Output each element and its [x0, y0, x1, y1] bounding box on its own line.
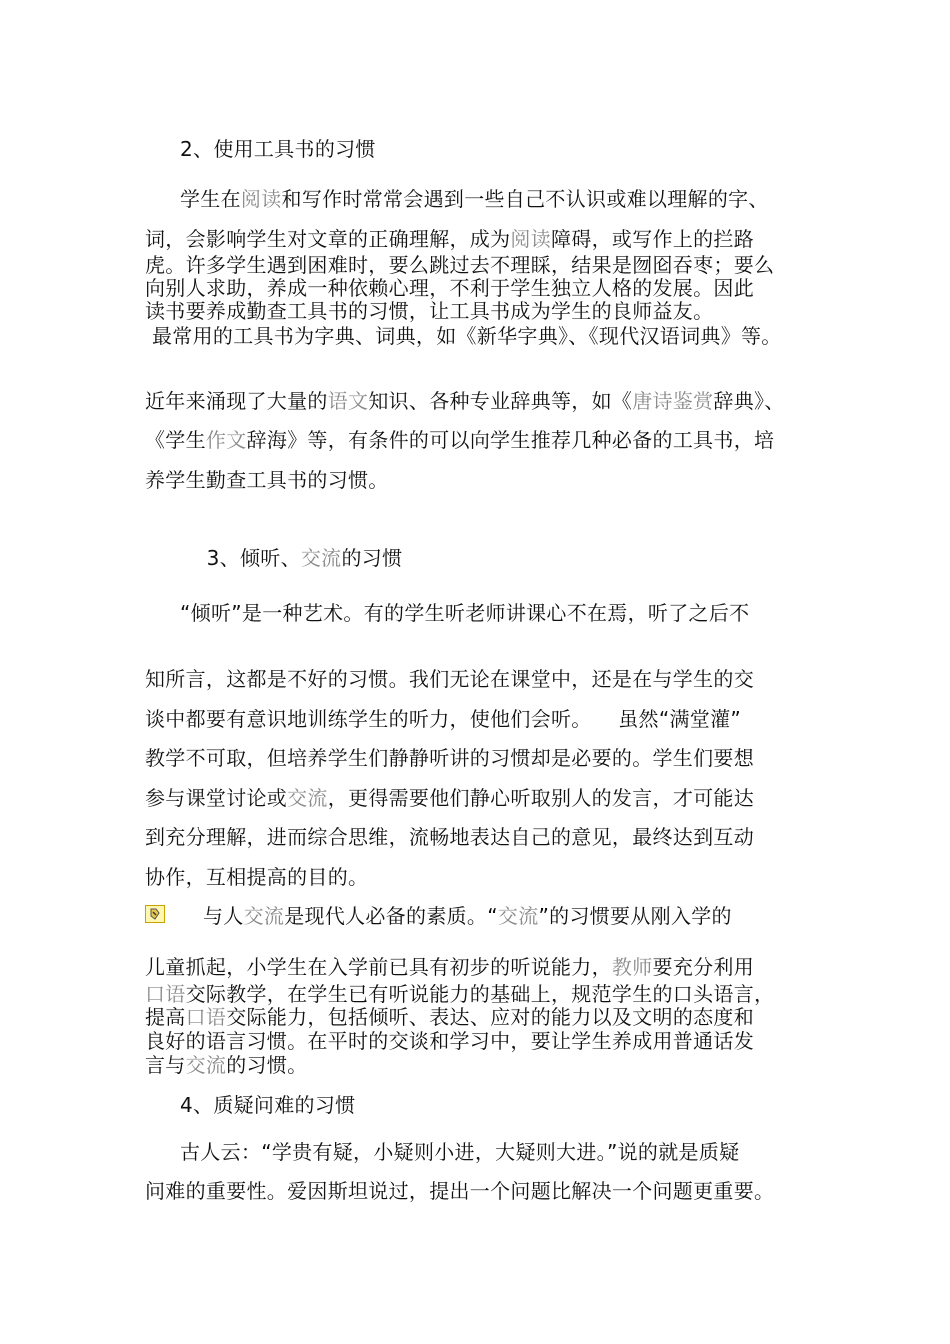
section3-line	[145, 746, 754, 770]
hyperlink[interactable]: 作文	[205, 428, 247, 452]
text-run: “倾听”是一种艺术。有的学生听老师讲课心不在焉，听了之后不	[180, 601, 750, 625]
section3-line	[145, 1005, 754, 1029]
section-4-heading: 4、质疑问难的习惯	[180, 1093, 356, 1117]
text-run: 《学生	[145, 428, 206, 452]
text-run: 知识、各种专业辞典等，如《	[368, 389, 633, 413]
hyperlink[interactable]: 交流	[497, 904, 539, 928]
text-run: 障碍，或写作上的拦路	[551, 227, 755, 251]
text-run: 的习惯。	[226, 1053, 308, 1077]
text-run: 问难的重要性。爱因斯坦说过，提出一个问题比解决一个问题更重要。	[145, 1179, 775, 1203]
hyperlink[interactable]: 交流	[243, 904, 285, 928]
section3-line	[145, 1029, 754, 1053]
text-run: 词，会影响学生对文章的正确理解，成为	[145, 227, 511, 251]
text-run: 读书要养成勤查工具书的习惯，让工具书成为学生的良师益友。	[145, 299, 714, 323]
hyperlink[interactable]: 交流	[185, 1053, 227, 1077]
text-run: 是现代人必备的素质。“	[284, 904, 498, 928]
text-run: 言与	[145, 1053, 186, 1077]
hyperlink[interactable]: 语文	[327, 389, 369, 413]
section3-line	[145, 982, 774, 1006]
text-run: 交际能力，包括倾听、表达、应对的能力以及文明的态度和	[226, 1005, 755, 1029]
hyperlink[interactable]: 教师	[611, 955, 653, 979]
text-run: 儿童抓起，小学生在入学前已具有初步的听说能力，	[145, 955, 612, 979]
section2-line	[145, 276, 754, 300]
hyperlink[interactable]: 阅读	[240, 187, 282, 211]
section2-line	[180, 187, 769, 211]
text-run: 和写作时常常会遇到一些自己不认识或难以理解的字、	[281, 187, 769, 211]
section2-line	[145, 227, 754, 251]
hyperlink[interactable]: 交流	[287, 786, 328, 810]
section3-line	[145, 667, 754, 691]
section3-line	[145, 955, 754, 979]
section2-line	[145, 299, 713, 323]
text-run: 虎。许多学生遇到困难时，要么跳过去不理睬，结果是囫囵吞枣；要么	[145, 253, 775, 277]
text-run: 向别人求助，养成一种依赖心理，不利于学生独立人格的发展。因此	[145, 276, 754, 300]
text-run: 辞典》、	[713, 389, 785, 413]
text-run: 养学生勤查工具书的习惯。	[145, 468, 389, 492]
text-run: 知所言，这都是不好的习惯。我们无论在课堂中，还是在与学生的交	[145, 667, 754, 691]
text-run: 教学不可取，但培养学生们静静听讲的习惯却是必要的。学生们要想	[145, 746, 754, 770]
section3-line	[180, 601, 749, 625]
text-run: 近年来涌现了大量的	[145, 389, 328, 413]
hyperlink-jiaoliu[interactable]: 交流	[300, 546, 342, 570]
hyperlink[interactable]: 口语	[185, 1005, 227, 1029]
text-run: ”的习惯要从刚入学的	[538, 904, 732, 928]
text-run: 交际教学，在学生已有听说能力的基础上，规范学生的口头语言，	[185, 982, 775, 1006]
text-run: 辞海》等，有条件的可以向学生推荐几种必备的工具书，培	[246, 428, 775, 452]
section3-line	[203, 904, 732, 928]
section3-line	[145, 865, 368, 889]
text-run: 参与课堂讨论或	[145, 786, 288, 810]
section2-line	[145, 428, 774, 452]
section-3-heading	[180, 522, 402, 594]
section3-line	[145, 825, 754, 849]
hyperlink[interactable]: 唐诗鉴赏	[632, 389, 714, 413]
section-2-heading: 2、使用工具书的习惯	[180, 137, 376, 161]
section3-line	[145, 786, 754, 810]
hyperlink[interactable]: 阅读	[510, 227, 552, 251]
section2-line	[152, 324, 782, 348]
section4-line	[180, 1140, 739, 1164]
text-run: 要充分利用	[652, 955, 755, 979]
text-run: 提高	[145, 1005, 186, 1029]
picture-placeholder-icon[interactable]	[145, 905, 165, 923]
text-run: 最常用的工具书为字典、词典，如《新华字典》、《现代汉语词典》等。	[152, 324, 782, 348]
section2-line	[145, 253, 774, 277]
text-run: 良好的语言习惯。在平时的交谈和学习中，要让学生养成用普通话发	[145, 1029, 754, 1053]
text-run: 与人	[203, 904, 244, 928]
text-run: 到充分理解，进而综合思维，流畅地表达自己的意见，最终达到互动	[145, 825, 754, 849]
section2-line	[145, 389, 785, 413]
text-run: 学生在	[180, 187, 241, 211]
text-run: 谈中都要有意识地训练学生的听力，使他们会听。 虽然“满堂灌”	[145, 707, 742, 731]
text-run: 协作，互相提高的目的。	[145, 865, 369, 889]
text-run: ，更得需要他们静心听取别人的发言，才可能达	[327, 786, 755, 810]
hyperlink[interactable]: 口语	[145, 982, 186, 1006]
section-3-heading-suffix: 的习惯	[341, 546, 403, 570]
section-3-heading-prefix: 3、倾听、	[206, 546, 301, 570]
text-run: 古人云：“学贵有疑，小疑则小进，大疑则大进。”说的就是质疑	[180, 1140, 740, 1164]
section3-line	[145, 1053, 307, 1077]
section2-line	[145, 468, 389, 492]
section3-line	[145, 707, 741, 731]
section4-line	[145, 1179, 774, 1203]
